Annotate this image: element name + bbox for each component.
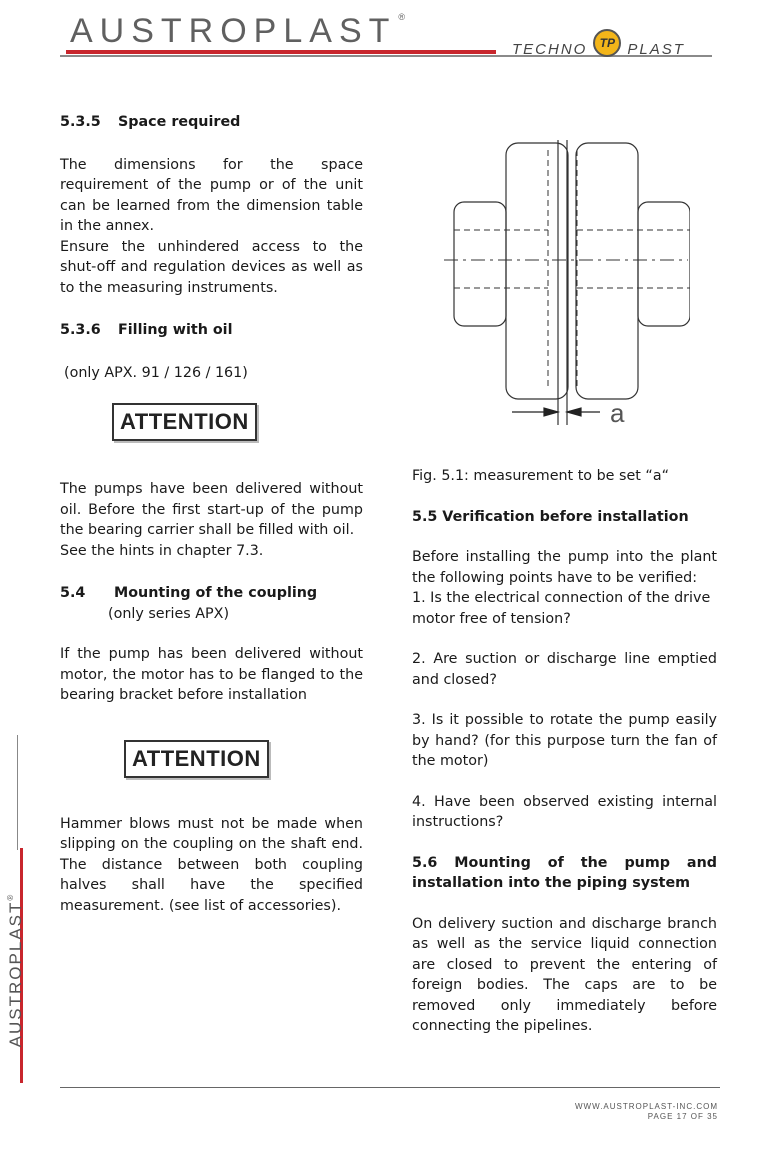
list-item: 2. Are suction or discharge line emptied and closed? [412, 651, 717, 688]
figure-caption: Fig. 5.1: measurement to be set “a“ [412, 468, 669, 484]
section-title: Space required [118, 114, 241, 130]
attention-box-wrapper [60, 403, 363, 441]
paragraph: Hammer blows must not be made when slipping on the coupling on the shaft end. The distance between both coupling halves shall have the specified measurement. (see list of accessories). [60, 815, 363, 914]
attention-label: ATTENTION [124, 740, 269, 778]
section-heading-5-5: 5.5 Verification before installation [412, 508, 689, 525]
paragraph: Ensure the unhindered access to the shut-off and regulation devices as well as to the measuring instruments. [60, 238, 363, 296]
section-title: Mounting of the coupling [114, 585, 318, 601]
paragraph: The dimensions for the space requirement of the pump or of the unit can be learned from the dimension table in the annex. [60, 156, 363, 234]
brand-reg-mark: ® [398, 12, 406, 22]
paragraph: See the hints in chapter 7.3. [60, 542, 264, 559]
tp-badge-icon: TP [593, 29, 621, 57]
paragraph: On delivery suction and discharge branch as well as the service liquid connection are closed to prevent the entering of foreign bodies. The caps are to be removed only immediately before connecting the pipelines. [412, 915, 717, 1034]
section-heading-5-3-5 [60, 112, 363, 133]
paragraph: The pumps have been delivered without oil. Before the first start-up of the pump the bearing carrier shall be filled with oil. [60, 481, 363, 538]
arrow-head [544, 408, 558, 416]
section-number: 5.3.6 [60, 322, 101, 338]
right-hub-shape [576, 143, 638, 399]
dimension-label-a: a [610, 398, 625, 428]
section-number: 5.4 [60, 585, 86, 601]
right-flange-shape [638, 202, 690, 326]
side-rule [17, 735, 18, 850]
side-brand-logo [6, 860, 26, 1080]
arrow-head [567, 408, 581, 416]
brand-logo [70, 12, 405, 51]
partner-logo [512, 35, 685, 63]
paragraph: If the pump has been delivered without motor, the motor has to be flanged to the bearing bracket before installation [60, 646, 363, 703]
section-title: Filling with oil [118, 322, 233, 338]
section-heading-5-4 [60, 583, 363, 604]
section-heading-5-3-6 [60, 320, 363, 341]
list-item: 3. Is it possible to rotate the pump easily by hand? (for this purpose turn the fan of the motor) [412, 712, 717, 769]
footer [575, 1102, 718, 1122]
right-column [412, 466, 717, 1037]
partner-right: PLAST [627, 40, 685, 58]
partner-left: TECHNO [512, 40, 588, 58]
attention-label: ATTENTION [112, 403, 257, 441]
list-item: 1. Is the electrical connection of the drive motor free of tension? [412, 590, 711, 627]
footer-website: WWW.AUSTROPLAST-INC.COM [575, 1102, 718, 1111]
side-brand-name: AUSTROPLAST [6, 900, 25, 1048]
coupling-drawing [440, 140, 690, 435]
list-item: 4. Have been observed existing internal instructions? [412, 793, 717, 830]
paragraph: Before installing the pump into the plant the following points have to be verified: [412, 549, 717, 586]
page-number: PAGE 17 OF 35 [647, 1112, 718, 1121]
section-number: 5.3.5 [60, 114, 101, 130]
section-subtitle: (only series APX) [108, 605, 230, 622]
left-column [60, 112, 363, 916]
attention-box-wrapper [60, 740, 363, 778]
footer-rule [60, 1087, 720, 1088]
left-flange-shape [454, 202, 506, 326]
left-hub-shape [506, 143, 568, 399]
brand-name: AUSTROPLAST [70, 12, 397, 50]
note: (only APX. 91 / 126 / 161) [64, 364, 248, 381]
section-heading-5-6: 5.6 Mounting of the pump and installation into the piping system [412, 854, 717, 891]
coupling-diagram [440, 140, 690, 435]
side-reg-mark: ® [6, 892, 15, 901]
